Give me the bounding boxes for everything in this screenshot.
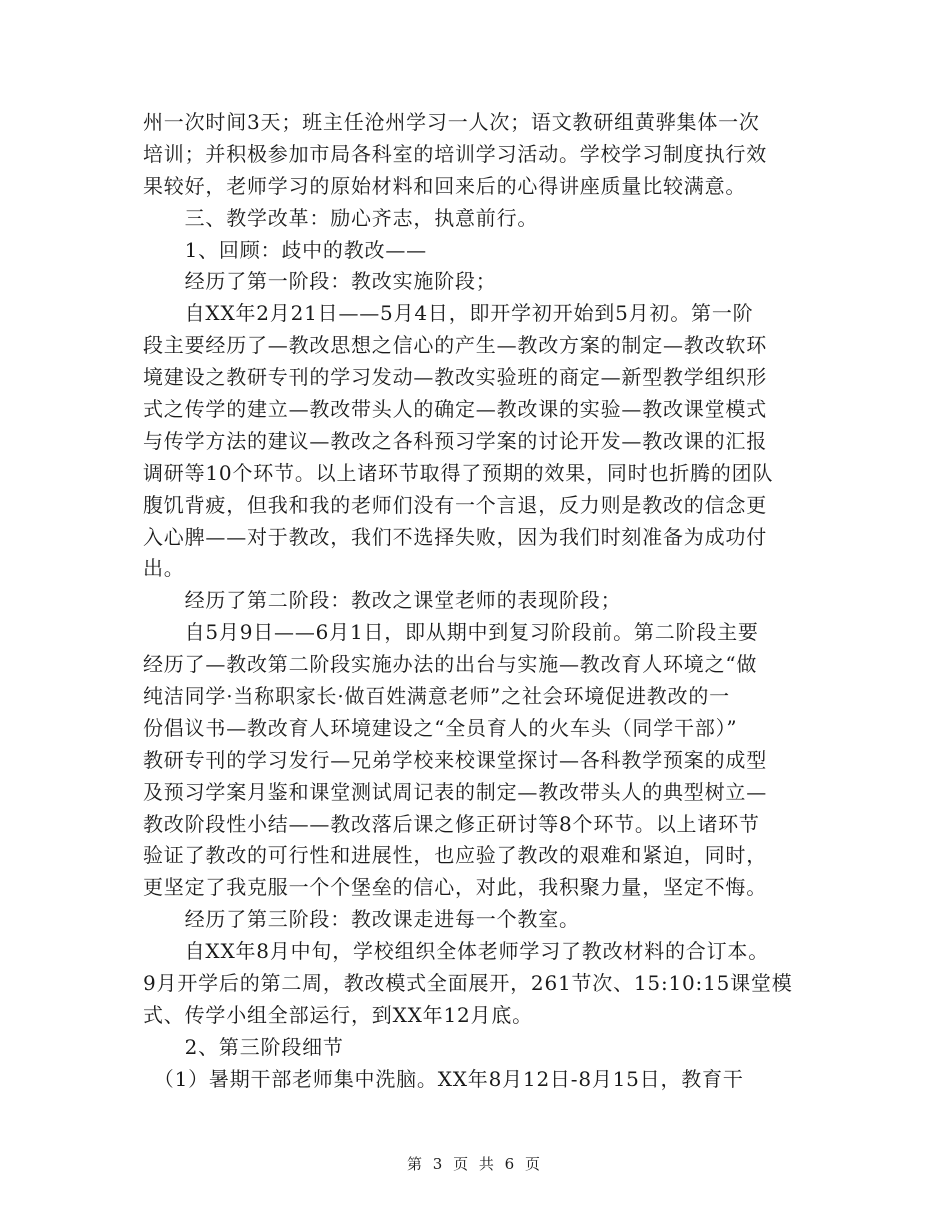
text-line: 及预习学案月鉴和课堂测试周记表的制定—教改带头人的典型树立— (143, 779, 767, 804)
text-line: 份倡议书—教改育人环境建设之“全员育人的火车头（同学干部）” (143, 715, 738, 740)
text-line: 经历了第一阶段：教改实施阶段； (143, 269, 497, 294)
text-line: 果较好，老师学习的原始材料和回来后的心得讲座质量比较满意。 (143, 173, 747, 198)
text-line: （1）暑期干部老师集中洗脑。XX年8月12日-8月15日，教育干 (143, 1066, 744, 1091)
text-line: 自XX年8月中旬，学校组织全体老师学习了教改材料的合订本。 (143, 939, 770, 964)
text-line: 式之传学的建立—教改带头人的确定—教改课的实验—教改课堂模式 (143, 397, 767, 422)
text-line: 州一次时间3天；班主任沧州学习一人次；语文教研组黄骅集体一次 (143, 110, 760, 134)
section-heading: 三、教学改革：励心齐志，执意前行。 (143, 205, 539, 230)
text-line: 培训；并积极参加市局各科室的培训学习活动。学校学习制度执行效 (143, 141, 767, 166)
text-line: 与传学方法的建议—教改之各科预习学案的讨论开发—教改课的汇报 (143, 428, 767, 453)
text-line: 经历了第三阶段：教改课走进每一个教室。 (143, 907, 580, 932)
text-line: 自5月9日——6月1日，即从期中到复习阶段前。第二阶段主要 (143, 620, 759, 645)
text-line: 出。 (143, 556, 185, 581)
text-line: 教研专刊的学习发行—兄弟学校来校课堂探讨—各科教学预案的成型 (143, 747, 767, 772)
text-line: 式、传学小组全部运行，到XX年12月底。 (143, 1002, 533, 1027)
text-line: 自XX年2月21日——5月4日，即开学初开始到5月初。第一阶 (143, 301, 754, 326)
text-line: 入心脾——对于教改，我们不选择失败，因为我们时刻准备为成功付 (143, 524, 767, 549)
text-line: 经历了—教改第二阶段实施办法的出台与实施—教改育人环境之“做 (143, 652, 758, 677)
text-line: 腹饥背疲，但我和我的老师们没有一个言退，反力则是教改的信念更 (143, 492, 767, 517)
document-body (143, 107, 805, 1096)
text-line: 经历了第二阶段：教改之课堂老师的表现阶段； (143, 588, 622, 613)
text-line: 段主要经历了—教改思想之信心的产生—教改方案的制定—教改软环 (143, 333, 767, 358)
text-line: 验证了教改的可行性和进展性，也应验了教改的艰难和紧迫，同时， (143, 843, 767, 868)
text-line: 纯洁同学·当称职家长·做百姓满意老师”之社会环境促进教改的一 (143, 684, 730, 709)
subsection-heading: 2、第三阶段细节 (143, 1034, 344, 1059)
text-line: 更坚定了我克服一个个堡垒的信心，对此，我积聚力量，坚定不悔。 (143, 875, 767, 900)
text-line: 调研等10个环节。以上诸环节取得了预期的效果，同时也折腾的团队 (143, 460, 774, 485)
text-line: 9月开学后的第二周，教改模式全面展开，261节次、15:10:15课堂模 (143, 971, 793, 996)
text-line: 境建设之教研专刊的学习发动—教改实验班的商定—新型教学组织形 (143, 365, 767, 390)
subsection-heading: 1、回顾：歧中的教改—— (143, 237, 427, 262)
text-line: 教改阶段性小结——教改落后课之修正研讨等8个环节。以上诸环节 (143, 811, 760, 836)
page-number-footer: 第 3 页 共 6 页 (407, 1155, 543, 1173)
